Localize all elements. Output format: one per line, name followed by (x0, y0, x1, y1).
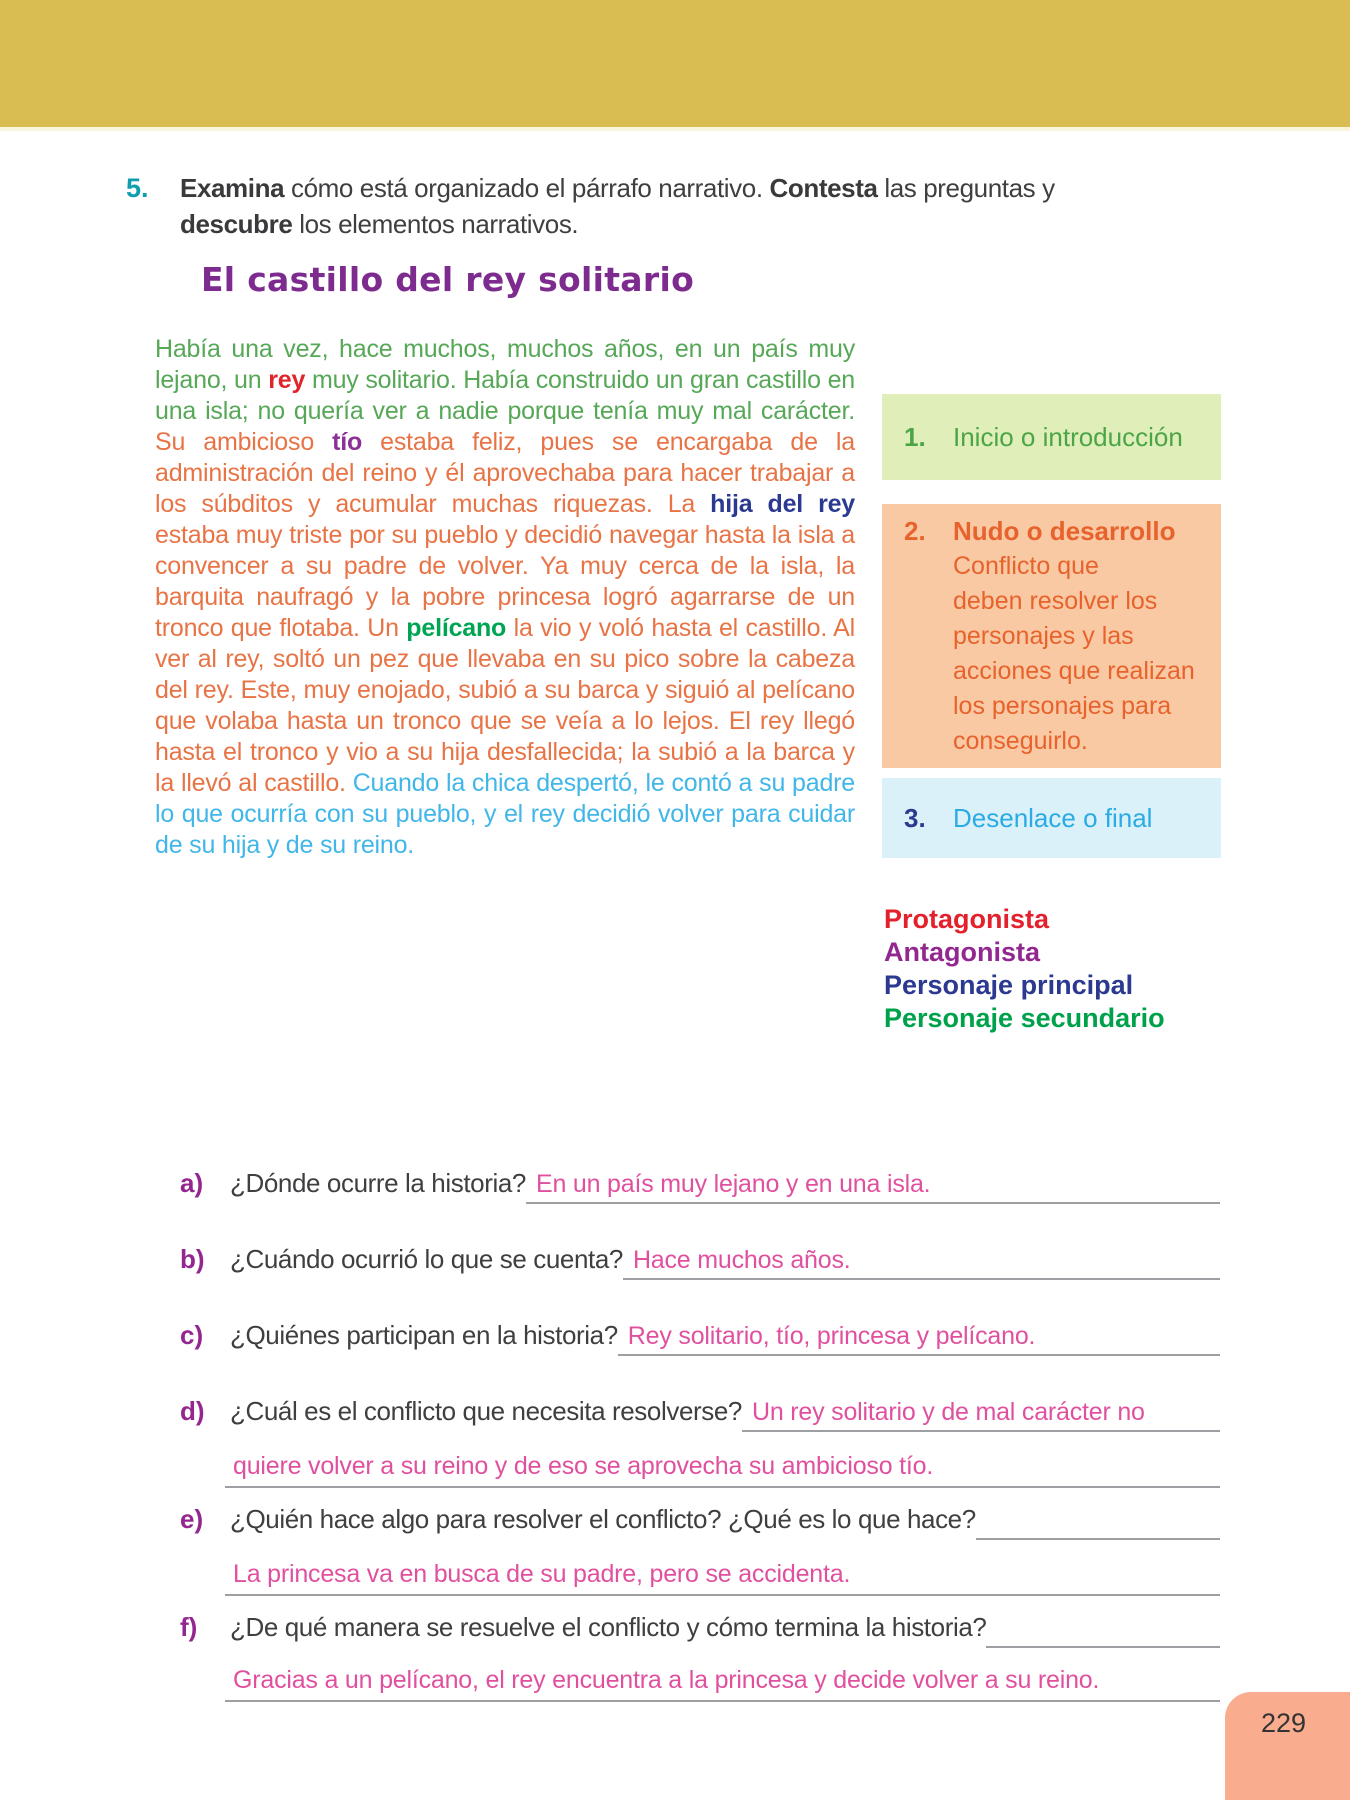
story-segment: estaba muy triste por su pueblo y decidió navegar hasta la isla a convencer a su padre de volver. Ya muy cerca de la isla, la barquita naufragó y la pobre princesa logró agarrarse de un tronco que flotaba. Un (155, 521, 855, 642)
exercise-number: 5. (126, 173, 149, 203)
story-keyword-tio: tío (332, 428, 363, 456)
question-letter: d) (180, 1396, 205, 1426)
answer-line (618, 1322, 1220, 1356)
instruction-word-descubre: descubre (180, 209, 293, 239)
story-title: El castillo del rey solitario (200, 260, 695, 299)
page-number-box (1225, 1692, 1350, 1800)
box-description-line: Conflicto que (953, 552, 1099, 580)
box-description-line: personajes y las (953, 622, 1134, 650)
answer-line (623, 1246, 1220, 1280)
story-segment: muy solitario. Había construido un gran castillo en una isla; no quería ver a nadie porque tenía muy mal carácter. (155, 366, 855, 425)
answer-line (976, 1535, 1220, 1540)
question-text: ¿De qué manera se resuelve el conflicto y cómo termina la historia? (230, 1612, 987, 1642)
box-title: Nudo o desarrollo (953, 516, 1176, 546)
answer-text: Gracias a un pelícano, el rey encuentra a la princesa y decide volver a su reino. (233, 1666, 1100, 1694)
box-title: Inicio o introducción (953, 421, 1183, 452)
story-keyword-pelicano: pelícano (406, 614, 507, 642)
question-f (180, 1604, 1220, 1648)
label-personaje-principal: Personaje principal (884, 970, 1134, 1000)
top-color-band (0, 0, 1350, 127)
story-segment: estaba feliz, pues se encargaba de la administración del reino y él aprovechaba para hacer trabajar a los súbditos y acumular muchas riquezas. La (155, 428, 855, 518)
story-keyword-hija-del-rey: hija del rey (710, 490, 856, 518)
answer-text: Un rey solitario y de mal carácter no (752, 1398, 1145, 1426)
instruction-word-contesta: Contesta (769, 173, 878, 203)
answer-text: La princesa va en busca de su padre, pero se accidenta. (233, 1560, 851, 1588)
label-personaje-secundario: Personaje secundario (884, 1003, 1165, 1033)
structure-box-nudo (882, 504, 1221, 768)
exercise-instruction (180, 170, 1116, 242)
box-number: 1. (904, 421, 926, 452)
question-letter: c) (180, 1320, 204, 1350)
box-description-line: los personajes para (953, 692, 1172, 720)
answer-line (526, 1170, 1220, 1204)
question-c (180, 1312, 1220, 1356)
answer-line-continuation (225, 1444, 1220, 1488)
answer-line-continuation (225, 1658, 1220, 1702)
question-a (180, 1160, 1220, 1204)
box-description-line: deben resolver los (953, 587, 1158, 615)
question-letter: f) (180, 1612, 198, 1642)
question-e (180, 1496, 1220, 1540)
box-number: 3. (904, 802, 926, 833)
instruction-text: los elementos narrativos. (292, 209, 579, 239)
answer-text: Rey solitario, tío, princesa y pelícano. (627, 1322, 1036, 1350)
question-letter: e) (180, 1504, 204, 1534)
answer-text: En un país muy lejano y en una isla. (535, 1170, 931, 1198)
question-letter: a) (180, 1168, 204, 1198)
question-text: ¿Dónde ocurre la historia? (230, 1168, 526, 1198)
answer-line (986, 1643, 1220, 1648)
box-title: Desenlace o final (953, 802, 1153, 833)
question-text: ¿Cuándo ocurrió lo que se cuenta? (230, 1244, 623, 1274)
exercise-5 (126, 170, 1116, 242)
instruction-text: las preguntas y (877, 173, 1055, 203)
answer-text: Hace muchos años. (632, 1246, 851, 1274)
label-antagonista: Antagonista (884, 937, 1041, 967)
question-text: ¿Quiénes participan en la historia? (230, 1320, 618, 1350)
story-segment: Cuando la chica despertó, le contó a su padre lo que ocurría con su pueblo, y el rey decidió volver para cuidar de su hija y de su reino. (155, 769, 856, 859)
story-keyword-rey: rey (268, 366, 306, 394)
box-number: 2. (904, 516, 926, 546)
answer-line (742, 1398, 1220, 1432)
answer-text: quiere volver a su reino y de eso se aprovecha su ambicioso tío. (233, 1452, 934, 1480)
box-description-line: acciones que realizan (953, 657, 1195, 685)
structure-box-inicio (882, 394, 1221, 480)
page-number: 229 (1261, 1708, 1307, 1738)
story-segment: Había una vez, hace muchos, muchos años, en un país muy lejano, un (155, 335, 855, 394)
box-description-line: conseguirlo. (953, 727, 1088, 755)
question-text: ¿Cuál es el conflicto que necesita resolverse? (230, 1396, 742, 1426)
story-segment: Su ambicioso (155, 428, 333, 456)
instruction-word-examina: Examina (180, 173, 285, 203)
label-protagonista: Protagonista (884, 904, 1050, 934)
answer-line-continuation (225, 1552, 1220, 1596)
structure-box-desenlace (882, 778, 1221, 858)
story-paragraph (155, 334, 855, 861)
story-segment: la vio y voló hasta el castillo. Al ver al rey, soltó un pez que llevaba en su pico sobre la cabeza del rey. Este, muy enojado, subió a su barca y siguió al pelícano que volaba hasta un tronco que se veía a lo lejos. El rey llegó hasta el tronco y vio a su hija desfallecida; la subió a la barca y la llevó al castillo. (155, 614, 855, 797)
character-labels (884, 903, 1244, 1035)
question-text: ¿Quién hace algo para resolver el conflicto? ¿Qué es lo que hace? (230, 1504, 976, 1534)
instruction-text: cómo está organizado el párrafo narrativo. (284, 173, 770, 203)
question-b (180, 1236, 1220, 1280)
question-letter: b) (180, 1244, 205, 1274)
question-d (180, 1388, 1220, 1432)
top-band-edge (0, 127, 1350, 131)
